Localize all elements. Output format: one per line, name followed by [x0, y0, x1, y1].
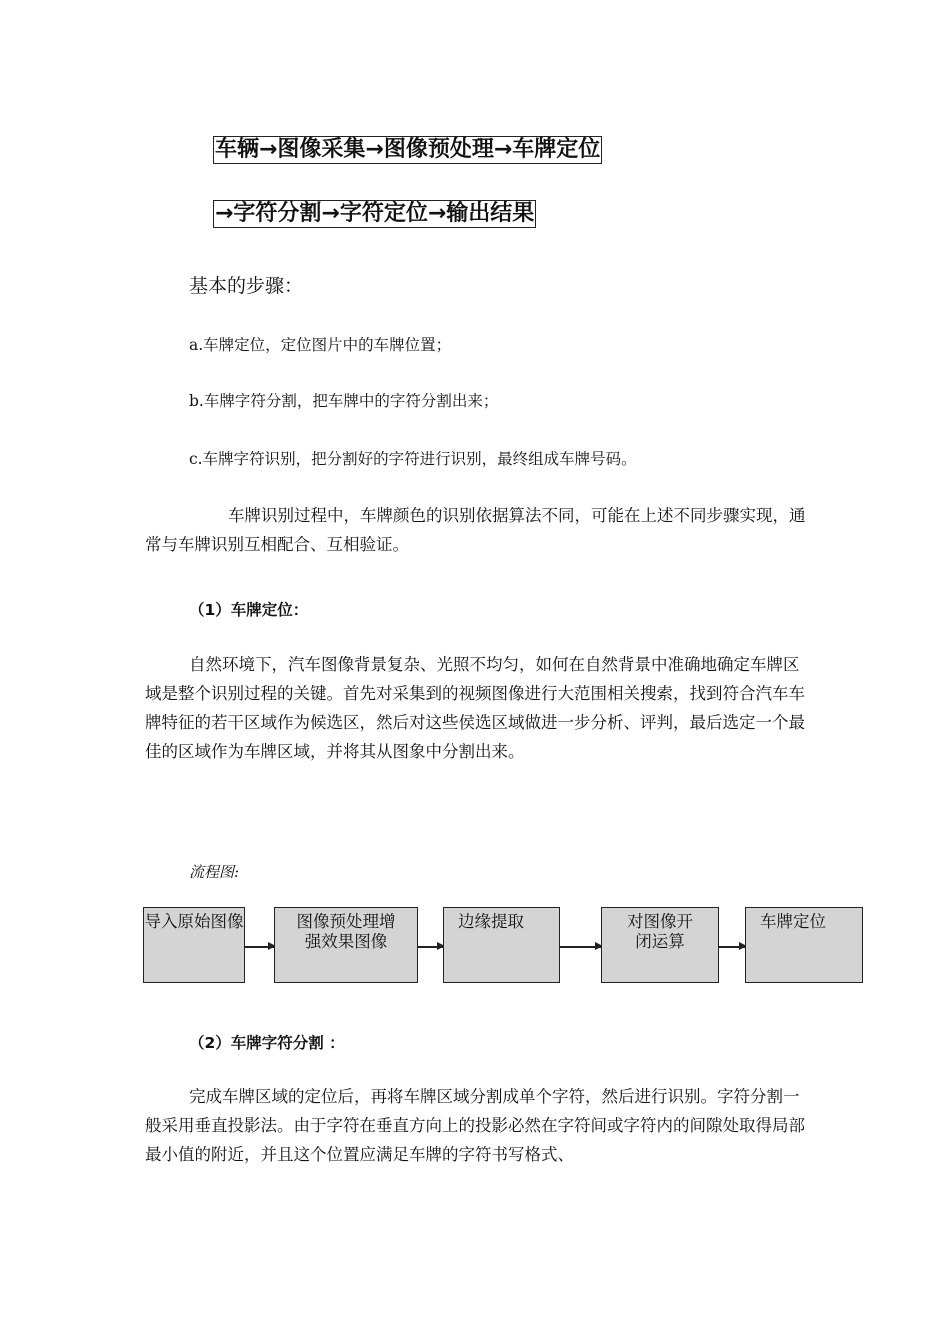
step-a: a.车牌定位，定位图片中的车牌位置；: [189, 336, 452, 354]
section1-heading: （1）车牌定位：: [189, 601, 309, 619]
flow-box-preprocess: 图像预处理增强效果图像: [274, 907, 418, 983]
step-b: b.车牌字符分割，把车牌中的字符分割出来；: [189, 392, 499, 410]
section2-paragraph: 完成车牌区域的定位后，再将车牌区域分割成单个字符，然后进行识别。字符分割一般采用垂直投影法。由于字符在垂直方向上的投影必然在字符间或字符内的间隙处取得局部最小值的附近，并且这个位置应满足车牌的字符书写格式、: [145, 1087, 805, 1164]
steps-title: 基本的步骤：: [189, 275, 304, 297]
process-chain-line-2: →字符分割→字符定位→输出结果: [215, 201, 535, 226]
flow-box-import-image: 导入原始图像: [143, 907, 245, 983]
flow-box-edge-extract: 边缘提取: [443, 907, 560, 983]
flow-box-plate-locate: 车牌定位: [745, 907, 863, 983]
step-c: c.车牌字符识别，把分割好的字符进行识别，最终组成车牌号码。: [189, 450, 637, 468]
section1-paragraph: 自然环境下，汽车图像背景复杂、光照不均匀，如何在自然背景中准确地确定车牌区域是整个识别过程的关键。首先对采集到的视频图像进行大范围相关搜索，找到符合汽车车牌特征的若干区域作为候选区，然后对这些侯选区域做进一步分析、评判，最后选定一个最佳的区域作为车牌区域，并将其从图象中分割出来。: [145, 655, 805, 761]
flow-arrow-4: [719, 946, 745, 948]
intro-paragraph: 车牌识别过程中，车牌颜色的识别依据算法不同，可能在上述不同步骤实现，通常与车牌识别互相配合、互相验证。: [145, 506, 806, 554]
process-chain-line-1: 车辆→图像采集→图像预处理→车牌定位: [215, 137, 601, 162]
flow-arrow-3: [560, 946, 601, 948]
flowchart-label: 流程图:: [189, 863, 240, 881]
flow-box-open-close: 对图像开闭运算: [601, 907, 719, 983]
flow-arrow-1: [245, 946, 274, 948]
flow-arrow-2: [418, 946, 443, 948]
section2-heading: （2）车牌字符分割 ：: [189, 1034, 345, 1052]
